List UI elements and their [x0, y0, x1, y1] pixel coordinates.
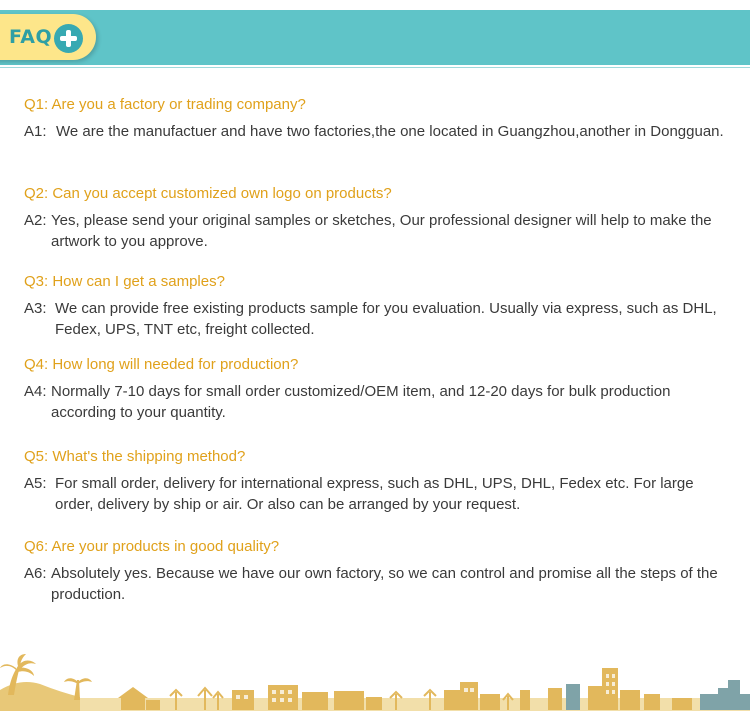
- faq-header-band: [0, 10, 750, 65]
- faq-item-3: [24, 272, 724, 340]
- answer-text: For small order, delivery for international express, such as DHL, UPS, DHL, Fedex etc. For large order, delivery by ship or air. Or also can be arranged by your request.: [55, 475, 694, 513]
- answer-label: A5:: [24, 475, 47, 492]
- faq-answer: [24, 563, 724, 605]
- faq-answer: [24, 298, 724, 340]
- answer-label: A6:: [24, 565, 47, 582]
- faq-item-5: [24, 447, 724, 515]
- answer-text: We are the manufactuer and have two factories,the one located in Guangzhou,another in Dongguan.: [56, 123, 724, 140]
- answer-label: A2:: [24, 212, 47, 229]
- faq-title: FAQ: [9, 26, 53, 48]
- faq-answer: [24, 473, 695, 515]
- header-divider: [0, 67, 750, 68]
- plus-icon[interactable]: [54, 24, 83, 53]
- answer-text: Normally 7-10 days for small order customized/OEM item, and 12-20 days for bulk production according to your quantity.: [51, 383, 671, 421]
- answer-text: We can provide free existing products sample for you evaluation. Usually via express, such as DHL, Fedex, UPS, TNT etc, freight collected.: [55, 300, 717, 338]
- faq-question: Q6: Are your products in good quality?: [24, 538, 280, 555]
- faq-answer: [24, 210, 724, 252]
- answer-label: A4:: [24, 383, 47, 400]
- skyline-illustration: [0, 650, 750, 711]
- answer-text: Yes, please send your original samples or sketches, Our professional designer will help to make the artwork to you approve.: [51, 212, 712, 250]
- faq-question: Q4: How long will needed for production?: [24, 356, 299, 373]
- faq-item-6: [24, 537, 724, 605]
- faq-answer: [24, 121, 724, 142]
- faq-item-2: [24, 184, 724, 252]
- answer-label: A3:: [24, 300, 47, 317]
- faq-item-1: [24, 95, 724, 142]
- faq-answer: [24, 381, 724, 423]
- answer-text: Absolutely yes. Because we have our own factory, so we can control and promise all the steps of the production.: [51, 565, 718, 603]
- answer-label: A1:: [24, 123, 47, 140]
- faq-question: Q3: How can I get a samples?: [24, 273, 225, 290]
- faq-question: Q2: Can you accept customized own logo on products?: [24, 185, 392, 202]
- faq-question: Q5: What's the shipping method?: [24, 448, 246, 465]
- faq-question: Q1: Are you a factory or trading company?: [24, 96, 306, 113]
- faq-item-4: [24, 355, 724, 423]
